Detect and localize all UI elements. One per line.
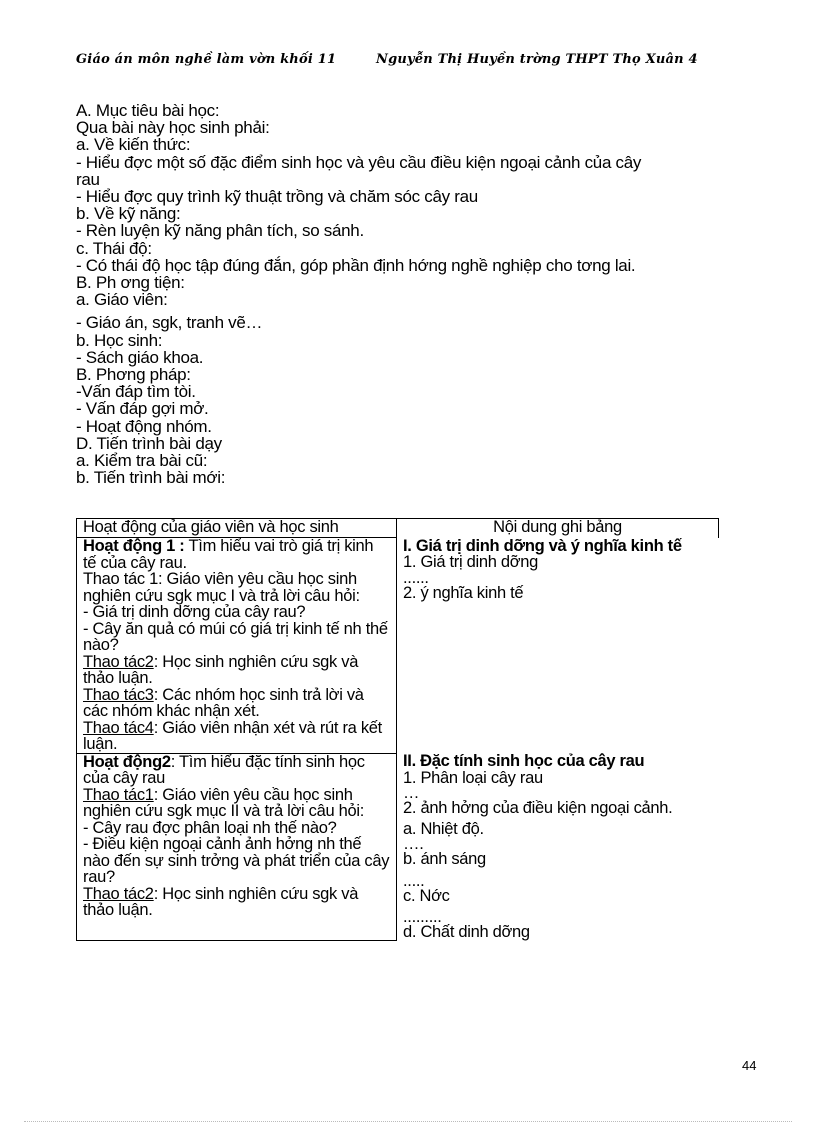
activity-2-desc: : Tìm hiểu đặc tính sinh học của cây rau: [83, 752, 365, 787]
intro-line: - Giáo án, sgk, tranh vẽ…: [76, 313, 263, 333]
question-2: - Điều kiện ngoại cảnh ảnh hởng nh thế nào đến sự sinh trởng và phát triển của cây rau?: [83, 835, 390, 886]
intro-line: a. Giáo viên:: [76, 290, 168, 310]
content-2-heading: II. Đặc tính sinh học của cây rau: [403, 752, 645, 770]
intro-line: - Vấn đáp gợi mở.: [76, 399, 209, 419]
lesson-intro: [76, 102, 746, 486]
intro-line: D. Tiến trình bài dạy: [76, 433, 222, 453]
step-2-label: Thao tác2: [83, 652, 154, 671]
intro-line: c. Thái độ:: [76, 238, 152, 258]
table-header-row: [77, 519, 719, 538]
activity-2-label: Hoạt động2: [83, 752, 171, 771]
header-left-text: Giáo án môn nghề làm vờn khối 11: [76, 52, 337, 67]
content-2-item-2: 2. ảnh hởng của điều kiện ngoại cảnh.: [403, 799, 673, 817]
content-2-cell: [397, 753, 719, 941]
content-1-heading: I. Giá trị dinh dỡng và ý nghĩa kinh tế: [403, 536, 682, 555]
content-2-dots-b: .....: [403, 871, 425, 890]
intro-line: a. Về kiến thức:: [76, 135, 191, 155]
intro-line: - Hoạt động nhóm.: [76, 416, 212, 436]
content-2-item-c: c. Nớc: [403, 886, 450, 905]
intro-line: rau: [76, 169, 100, 189]
footer-divider: [24, 1121, 792, 1122]
intro-line: - Sách giáo khoa.: [76, 347, 204, 367]
content-1-item-2: 2. ý nghĩa kinh tế: [403, 583, 524, 602]
intro-line: B. Phơng pháp:: [76, 365, 191, 385]
activity-2-cell: [77, 753, 397, 941]
step-3-desc: : Các nhóm học sinh trả lời và các nhóm khác nhận xét.: [83, 685, 364, 720]
step-2-desc: : Học sinh nghiên cứu sgk và thảo luận.: [83, 652, 359, 687]
page-number: 44: [742, 1058, 757, 1073]
step-2-label: Thao tác2: [83, 884, 154, 903]
step-3-text: [83, 687, 390, 720]
header-right-text: Nguyễn Thị Huyền trờng THPT Thọ Xuân 4: [376, 52, 698, 67]
question-2: - Cây ăn quả có múi có giá trị kinh tế nh thế nào?: [83, 619, 388, 654]
question-1: - Giá trị dinh dỡng của cây rau?: [83, 603, 306, 621]
step-4-text: [83, 720, 390, 753]
content-2-item-1: 1. Phân loại cây rau: [403, 768, 543, 787]
table-header-board-content: Nội dung ghi bảng: [397, 519, 719, 538]
intro-line: a. Kiểm tra bài cũ:: [76, 451, 208, 471]
content-2-item-d: d. Chất dinh dỡng: [403, 923, 530, 941]
content-1-cell: [397, 538, 719, 754]
activity-1-label: Hoạt động 1 :: [83, 537, 185, 555]
table-row: [77, 753, 719, 941]
intro-line: b. Tiến trình bài mới:: [76, 468, 226, 488]
intro-line: - Rèn luyện kỹ năng phân tích, so sánh.: [76, 221, 364, 241]
table-row: [77, 538, 719, 754]
step-2-text: [83, 886, 390, 919]
content-2-item-a: a. Nhiệt độ.: [403, 819, 484, 838]
step-1-label: Thao tác1: [83, 785, 154, 804]
intro-line: - Hiểu đợc một số đặc điểm sinh học và yêu cầu điều kiện ngoại cảnh của cây: [76, 152, 642, 172]
step-1-text: [83, 787, 390, 820]
step-4-desc: : Giáo viên nhận xét và rút ra kết luận.: [83, 718, 382, 753]
content-2-item-b: b. ánh sáng: [403, 850, 486, 868]
intro-line: - Có thái độ học tập đúng đắn, góp phần định hớng nghề nghiệp cho tơng lai.: [76, 255, 636, 275]
content-2-dots-c: .........: [403, 908, 442, 926]
content-2-dots-1: …: [403, 784, 420, 802]
intro-line: A. Mục tiêu bài học:: [76, 101, 220, 120]
page-header: [76, 52, 756, 74]
step-2-desc: : Học sinh nghiên cứu sgk và thảo luận.: [83, 884, 359, 919]
activity-1-title: [83, 538, 390, 571]
step-1-text: Thao tác 1: Giáo viên yêu cầu học sinh nghiên cứu sgk mục I và trả lời câu hỏi:: [83, 570, 360, 605]
table-header-teacher-student: Hoạt động của giáo viên và học sinh: [77, 519, 397, 538]
activity-1-desc: Tìm hiểu vai trò giá trị kinh tế của cây rau.: [83, 537, 374, 572]
content-1-item-1: 1. Giá trị dinh dỡng: [403, 553, 539, 571]
intro-line: - Hiểu đợc quy trình kỹ thuật trồng và chăm sóc cây rau: [76, 187, 478, 207]
intro-line: b. Học sinh:: [76, 330, 163, 350]
question-1: - Cây rau đợc phân loại nh thế nào?: [83, 818, 337, 837]
intro-line: B. Ph ơng tiện:: [76, 273, 185, 293]
content-2-dots-a: ….: [403, 835, 424, 853]
activity-2-title: [83, 754, 390, 787]
step-3-label: Thao tác3: [83, 685, 154, 704]
activity-1-cell: [77, 538, 397, 754]
intro-line: Qua bài này học sinh phải:: [76, 118, 270, 138]
intro-line: b. Về kỹ năng:: [76, 204, 181, 224]
step-2-text: [83, 654, 390, 687]
step-1-desc: : Giáo viên yêu cầu học sinh nghiên cứu sgk mục II và trả lời câu hỏi:: [83, 785, 365, 820]
step-4-label: Thao tác4: [83, 718, 154, 737]
lesson-table: [76, 518, 719, 941]
intro-line: -Vấn đáp tìm tòi.: [76, 382, 196, 402]
content-1-dots: ......: [403, 568, 429, 587]
